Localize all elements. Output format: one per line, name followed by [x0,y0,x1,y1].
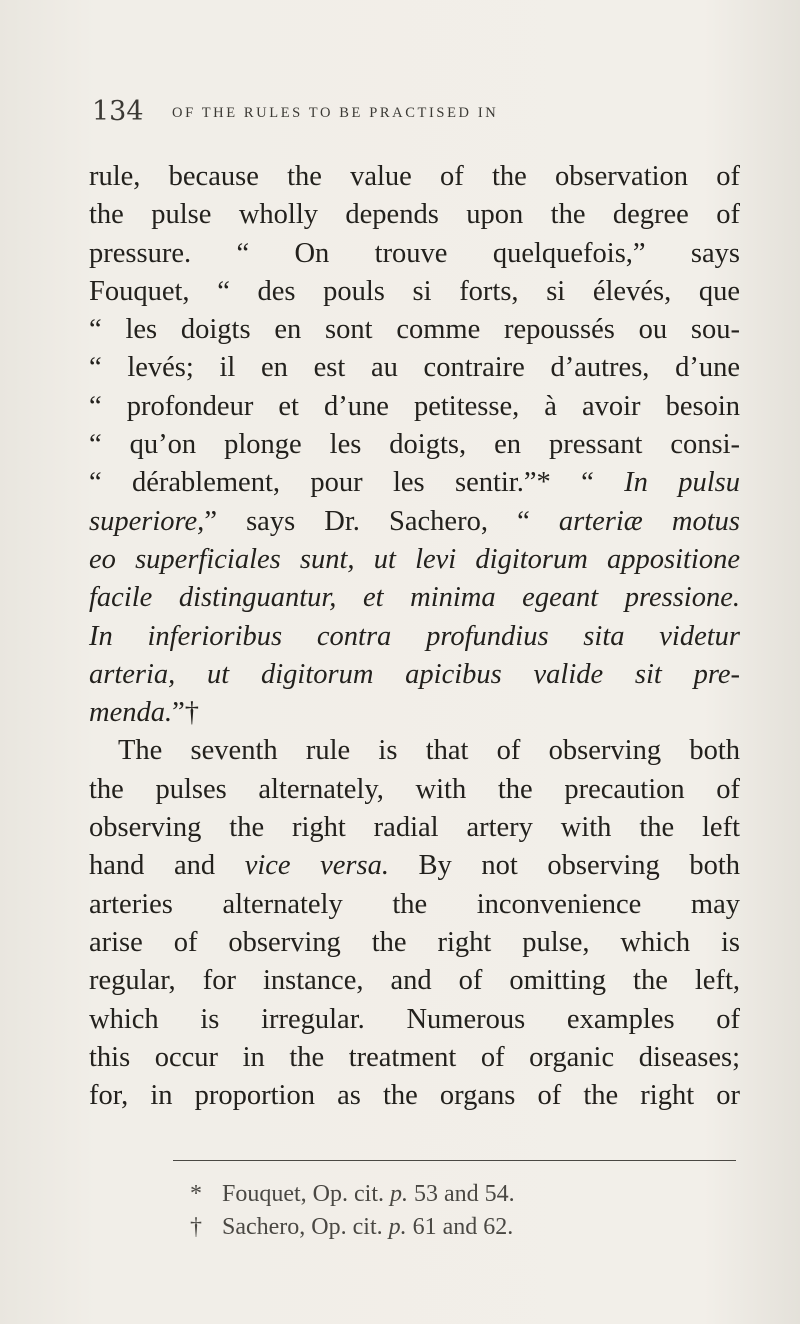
text-line: observing the right radial artery with the left [89,812,740,844]
latin-quote-italic: In pulsu [624,467,740,499]
footnote-text: Fouquet, Op. cit. [222,1181,390,1207]
text-line: “ les doigts en sont comme repoussés ou sou- [89,314,740,346]
footnote [190,1178,730,1211]
text-line: arteries alternately the inconvenience may [89,888,740,920]
text-line [89,464,740,502]
text-line: Fouquet, “ des pouls si forts, si élevés, que [89,275,740,307]
text-line: regular, for instance, and of omitting the left, [89,965,740,997]
text-line: “ qu’on plonge les doigts, en pressant consi- [89,429,740,461]
text-line [89,503,740,541]
text-line-italic: facile distinguantur, et minima egeant pressione. [89,582,740,614]
text-line: arise of observing the right pulse, which is [89,926,740,958]
latin-quote-italic: menda. [89,697,173,729]
running-title: OF THE RULES TO BE PRACTISED IN [172,105,499,121]
footnotes [190,1178,730,1244]
text-line: pressure. “ On trouve quelquefois,” says [89,237,740,269]
text-line: the pulses alternately, with the precaution of [89,773,740,805]
body-text [89,158,740,1115]
footnote-mark: † [190,1214,202,1240]
text-line [89,694,740,732]
footnote-text: 53 and 54. [408,1181,515,1207]
text-run: hand and [89,850,245,882]
text-line [89,847,740,885]
text-line-italic: arteria, ut digitorum apicibus valide sit pre- [89,658,740,690]
footnote-mark: * [190,1181,202,1207]
footnote [190,1211,730,1244]
latin-phrase-italic: vice versa. [244,850,389,882]
footnote-ref: ”† [172,697,200,729]
text-line: for, in proportion as the organs of the right or [89,1080,740,1112]
footnote-page-abbr: p. [390,1181,408,1207]
text-line: “ levés; il en est au contraire d’autres, d’une [89,352,740,384]
text-line: this occur in the treatment of organic diseases; [89,1041,740,1073]
text-line: rule, because the value of the observation of [89,161,740,192]
page-number: 134 [92,96,144,127]
footnote-text: Sachero, Op. cit. [222,1214,389,1240]
footnote-text: 61 and 62. [406,1214,514,1240]
text-line-italic: In inferioribus contra profundius sita videtur [89,620,740,652]
text-run: By not observing both [388,850,740,882]
text-line-italic: eo superficiales sunt, ut levi digitorum appositione [89,543,740,575]
footnote-divider [173,1160,736,1161]
footnote-page-abbr: p. [388,1214,407,1240]
text-run: “ dérablement, pour les sentir.”* “ [89,467,625,499]
paragraph-start: The seventh rule is that of observing both [118,735,740,767]
text-line: the pulse wholly depends upon the degree of [89,199,740,231]
latin-quote-italic: arteriæ motus [558,505,741,537]
text-line: “ profondeur et d’une petitesse, à avoir besoin [89,390,740,422]
text-run: ” says Dr. Sachero, “ [204,505,559,537]
latin-quote-italic: superiore, [89,505,205,537]
running-head [92,96,732,136]
text-line: which is irregular. Numerous examples of [89,1003,740,1035]
